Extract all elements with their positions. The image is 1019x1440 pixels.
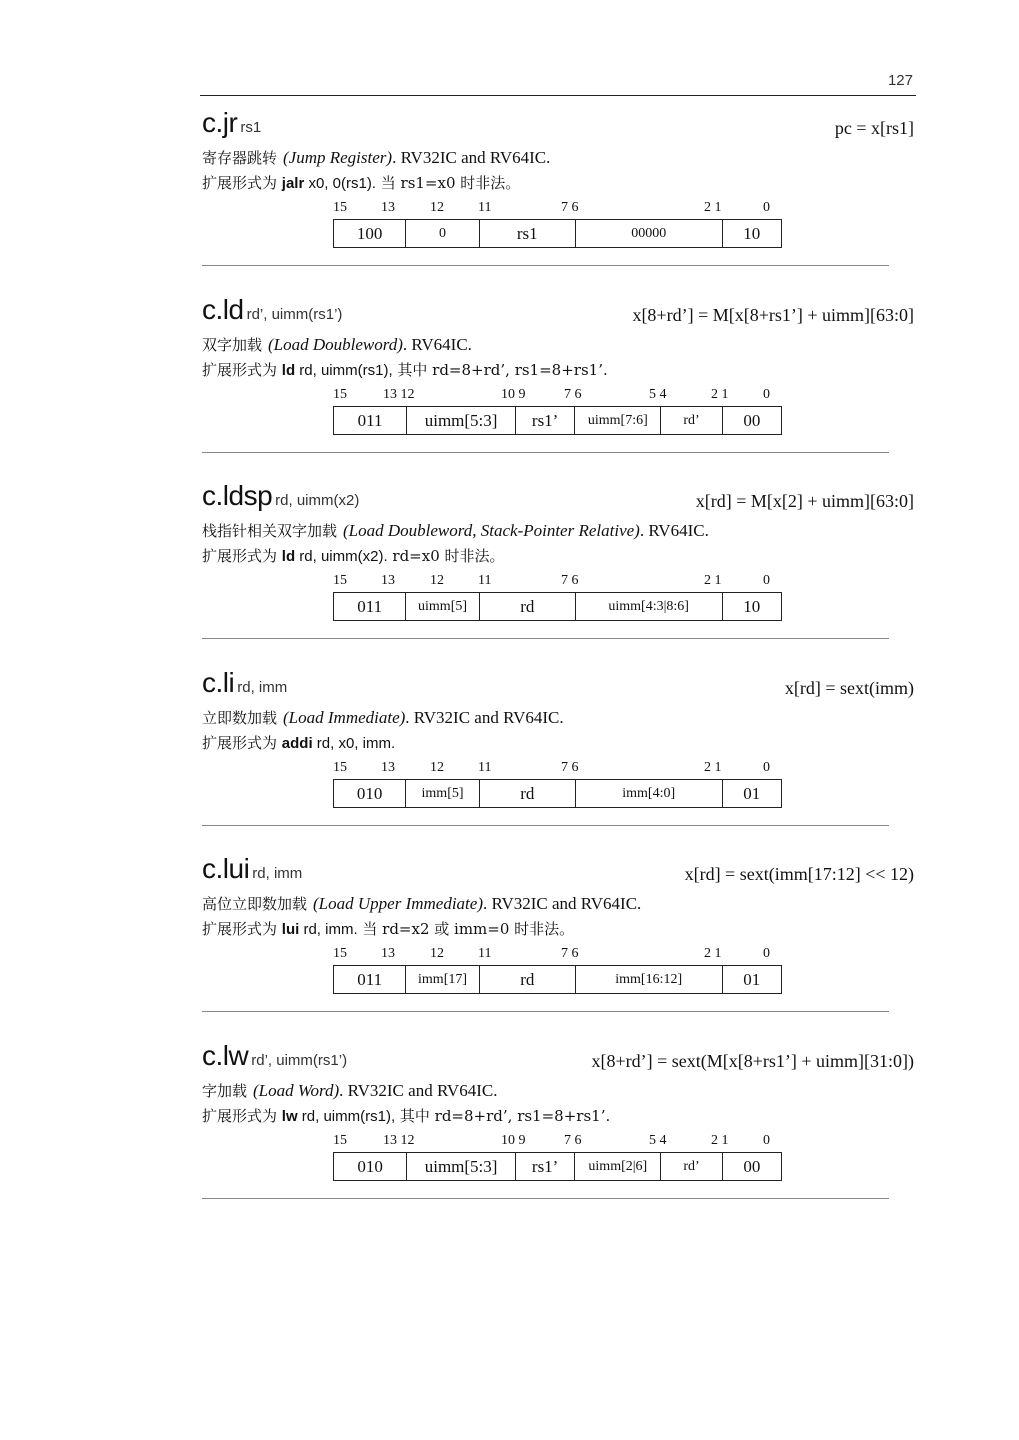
instruction-mnemonic [202,480,359,512]
section-divider [202,1011,889,1012]
description-extension: . RV32IC and RV64IC. [405,708,564,727]
instruction-entry [202,478,914,658]
instruction-expansion [202,916,914,941]
bit-label: 15 [333,200,347,215]
description-extension: . RV32IC and RV64IC. [339,1081,498,1100]
bit-label: 15 [333,946,347,961]
instruction-mnemonic [202,1040,347,1072]
encoding-field: rd [480,966,576,993]
bit-label: 7 6 [561,946,579,961]
encoding-field: uimm[5:3] [407,1153,516,1180]
instruction-expansion [202,1103,914,1128]
encoding-field: uimm[2|6] [575,1153,661,1180]
bit-label: 0 [763,200,770,215]
encoding-field: 10 [743,223,761,243]
bit-label: 2 1 [711,1133,729,1148]
encoding-field: rs1’ [516,407,575,434]
instruction-expansion [202,170,914,195]
instruction-formula: x[8+rd’] = sext(M[x[8+rs1’] + uimm][31:0]) [591,1051,914,1071]
entry-header [202,478,914,518]
encoding-table [333,1152,782,1181]
description-english: (Load Immediate) [283,708,406,727]
entry-header [202,105,914,145]
bit-label: 7 6 [564,387,582,402]
encoding-field: rd [480,593,576,620]
encoding-field: imm[4:0] [576,780,723,807]
bit-positions [333,387,782,405]
expansion-opcode: ld [281,362,296,379]
bit-label: 10 9 [501,387,526,402]
instruction-formula: pc = x[rs1] [834,118,914,138]
description-extension: . RV64IC. [639,521,709,540]
encoding-field: 011 [334,593,406,620]
bit-label: 2 1 [704,760,722,775]
section-divider [202,638,889,639]
description-chinese: 双字加载 [202,336,263,354]
bit-label: 10 9 [501,1133,526,1148]
instruction-mnemonic [202,853,302,885]
encoding-table [333,965,782,994]
expansion-opcode: addi [281,735,313,752]
section-divider [202,825,889,826]
section-divider [202,1198,889,1199]
bit-label: 15 [333,1133,347,1148]
bit-label: 15 [333,573,347,588]
section-divider [202,452,889,453]
expansion-args: rd, uimm(rs1), [297,1108,396,1125]
expansion-prefix: 扩展形式为 [202,1107,282,1125]
bit-positions [333,1133,782,1151]
instruction-entry [202,292,914,472]
entry-header [202,292,914,332]
description-extension: . RV32IC and RV64IC. [482,894,642,913]
encoding-field: 10 [743,596,761,616]
bit-label: 12 [430,200,444,215]
bit-label: 11 [478,760,492,775]
instruction-entry [202,665,914,845]
encoding-table [333,592,782,621]
bit-label: 11 [478,200,492,215]
mnemonic-text: c.ldsp [202,480,273,511]
entry-header [202,665,914,705]
bit-label: 13 12 [383,387,415,402]
instruction-entry [202,105,914,285]
bit-label: 11 [478,946,492,961]
bit-positions [333,946,782,964]
encoding-field: uimm[4:3|8:6] [576,593,723,620]
expansion-args: rd, uimm(rs1), [295,362,393,379]
expansion-prefix: 扩展形式为 [202,361,282,379]
instruction-description [202,705,914,730]
instruction-entry [202,851,914,1031]
instruction-formula: x[rd] = M[x[2] + uimm][63:0] [695,491,914,511]
encoding-field: 011 [334,966,406,993]
bit-label: 5 4 [649,1133,667,1148]
bit-label: 12 [430,946,444,961]
encoding-field: 010 [334,780,406,807]
expansion-opcode: jalr [281,175,305,192]
description-english: (Load Doubleword, Stack-Pointer Relative) [343,521,640,540]
description-english: (Jump Register) [283,148,393,167]
bit-label: 0 [763,760,770,775]
bit-label: 13 [381,946,395,961]
encoding-field: imm[5] [406,780,479,807]
encoding-field: 100 [334,220,406,247]
entry-header [202,1038,914,1078]
bit-label: 7 6 [561,760,579,775]
instruction-operands: rd, uimm(x2) [275,492,360,509]
encoding-field: 00 [743,1156,761,1176]
bit-positions [333,200,782,218]
encoding-field: uimm[7:6] [575,407,661,434]
instruction-mnemonic [202,667,287,699]
bit-label: 0 [763,573,770,588]
bit-label: 2 1 [704,946,722,961]
expansion-opcode: lw [281,1108,298,1125]
instruction-expansion [202,730,914,755]
expansion-suffix: 当 rd=x2 或 imm=0 时非法。 [357,920,575,938]
bit-label: 15 [333,387,347,402]
encoding-field: 00000 [576,220,723,247]
bit-label: 0 [763,946,770,961]
instruction-entry [202,1038,914,1218]
description-english: (Load Doubleword) [268,335,403,354]
expansion-prefix: 扩展形式为 [202,920,282,938]
bit-label: 11 [478,573,492,588]
page-number: 127 [887,72,913,89]
encoding-field: 010 [334,1153,407,1180]
bit-label: 2 1 [704,200,722,215]
bit-label: 13 12 [383,1133,415,1148]
expansion-args: rd, x0, imm. [312,735,396,752]
description-chinese: 字加载 [202,1082,248,1100]
instruction-formula: x[8+rd’] = M[x[8+rs1’] + uimm][63:0] [632,305,914,325]
bit-positions [333,760,782,778]
instruction-operands: rd, imm [237,679,288,696]
encoding-field: uimm[5:3] [407,407,516,434]
instruction-formula: x[rd] = sext(imm) [784,678,914,698]
encoding-field: imm[16:12] [576,966,723,993]
bit-label: 13 [381,573,395,588]
description-chinese: 高位立即数加载 [202,895,308,913]
bit-label: 13 [381,200,395,215]
instruction-description [202,518,914,543]
description-chinese: 栈指针相关双字加载 [202,522,338,540]
expansion-suffix: 其中 rd=8+rd’, rs1=8+rs1’. [392,361,608,379]
description-extension: . RV32IC and RV64IC. [392,148,551,167]
bit-positions [333,573,782,591]
encoding-field: 01 [743,783,761,803]
encoding-field: rd’ [661,1153,722,1180]
encoding-field: rd’ [661,407,722,434]
header-rule [200,95,916,96]
bit-label: 2 1 [704,573,722,588]
expansion-prefix: 扩展形式为 [202,547,282,565]
bit-label: 12 [430,573,444,588]
instruction-operands: rs1 [240,119,262,136]
bit-label: 5 4 [649,387,667,402]
description-chinese: 寄存器跳转 [202,149,278,167]
instruction-formula: x[rd] = sext(imm[17:12] << 12) [684,864,914,884]
encoding-table [333,406,782,435]
section-divider [202,265,889,266]
encoding-field: 00 [743,410,761,430]
instruction-operands: rd, imm [252,865,303,882]
description-english: (Load Word) [253,1081,340,1100]
encoding-field: uimm[5] [406,593,479,620]
expansion-opcode: lui [281,921,300,938]
instruction-description [202,332,914,357]
instruction-description [202,145,914,170]
instruction-expansion [202,357,914,382]
bit-label: 15 [333,760,347,775]
bit-label: 0 [763,387,770,402]
instruction-mnemonic [202,294,342,326]
bit-label: 7 6 [561,573,579,588]
expansion-args: x0, 0(rs1). [304,175,376,192]
mnemonic-text: c.li [202,667,235,698]
expansion-suffix: rd=x0 时非法。 [387,547,505,565]
mnemonic-text: c.jr [202,107,238,138]
description-english: (Load Upper Immediate) [313,894,483,913]
bit-label: 12 [430,760,444,775]
instruction-operands: rd’, uimm(rs1’) [251,1052,348,1069]
encoding-field: rs1’ [516,1153,575,1180]
encoding-table [333,779,782,808]
instruction-description [202,891,914,916]
encoding-field: 01 [743,969,761,989]
description-extension: . RV64IC. [402,335,472,354]
bit-label: 13 [381,760,395,775]
encoding-field: imm[17] [406,966,479,993]
encoding-field: rs1 [480,220,576,247]
expansion-args: rd, uimm(x2). [295,548,388,565]
description-chinese: 立即数加载 [202,709,278,727]
instruction-expansion [202,543,914,568]
bit-label: 7 6 [564,1133,582,1148]
expansion-prefix: 扩展形式为 [202,734,282,752]
instruction-mnemonic [202,107,261,139]
bit-label: 2 1 [711,387,729,402]
instruction-operands: rd’, uimm(rs1’) [246,306,343,323]
instruction-description [202,1078,914,1103]
expansion-suffix: 其中 rd=8+rd’, rs1=8+rs1’. [395,1107,611,1125]
bit-label: 0 [763,1133,770,1148]
mnemonic-text: c.ld [202,294,244,325]
mnemonic-text: c.lw [202,1040,249,1071]
entry-header [202,851,914,891]
expansion-suffix: 当 rs1=x0 时非法。 [375,174,521,192]
encoding-field: rd [480,780,576,807]
encoding-table [333,219,782,248]
expansion-args: rd, imm. [299,921,358,938]
encoding-field: 0 [406,220,479,247]
mnemonic-text: c.lui [202,853,250,884]
expansion-opcode: ld [281,548,296,565]
expansion-prefix: 扩展形式为 [202,174,282,192]
encoding-field: 011 [334,407,407,434]
bit-label: 7 6 [561,200,579,215]
